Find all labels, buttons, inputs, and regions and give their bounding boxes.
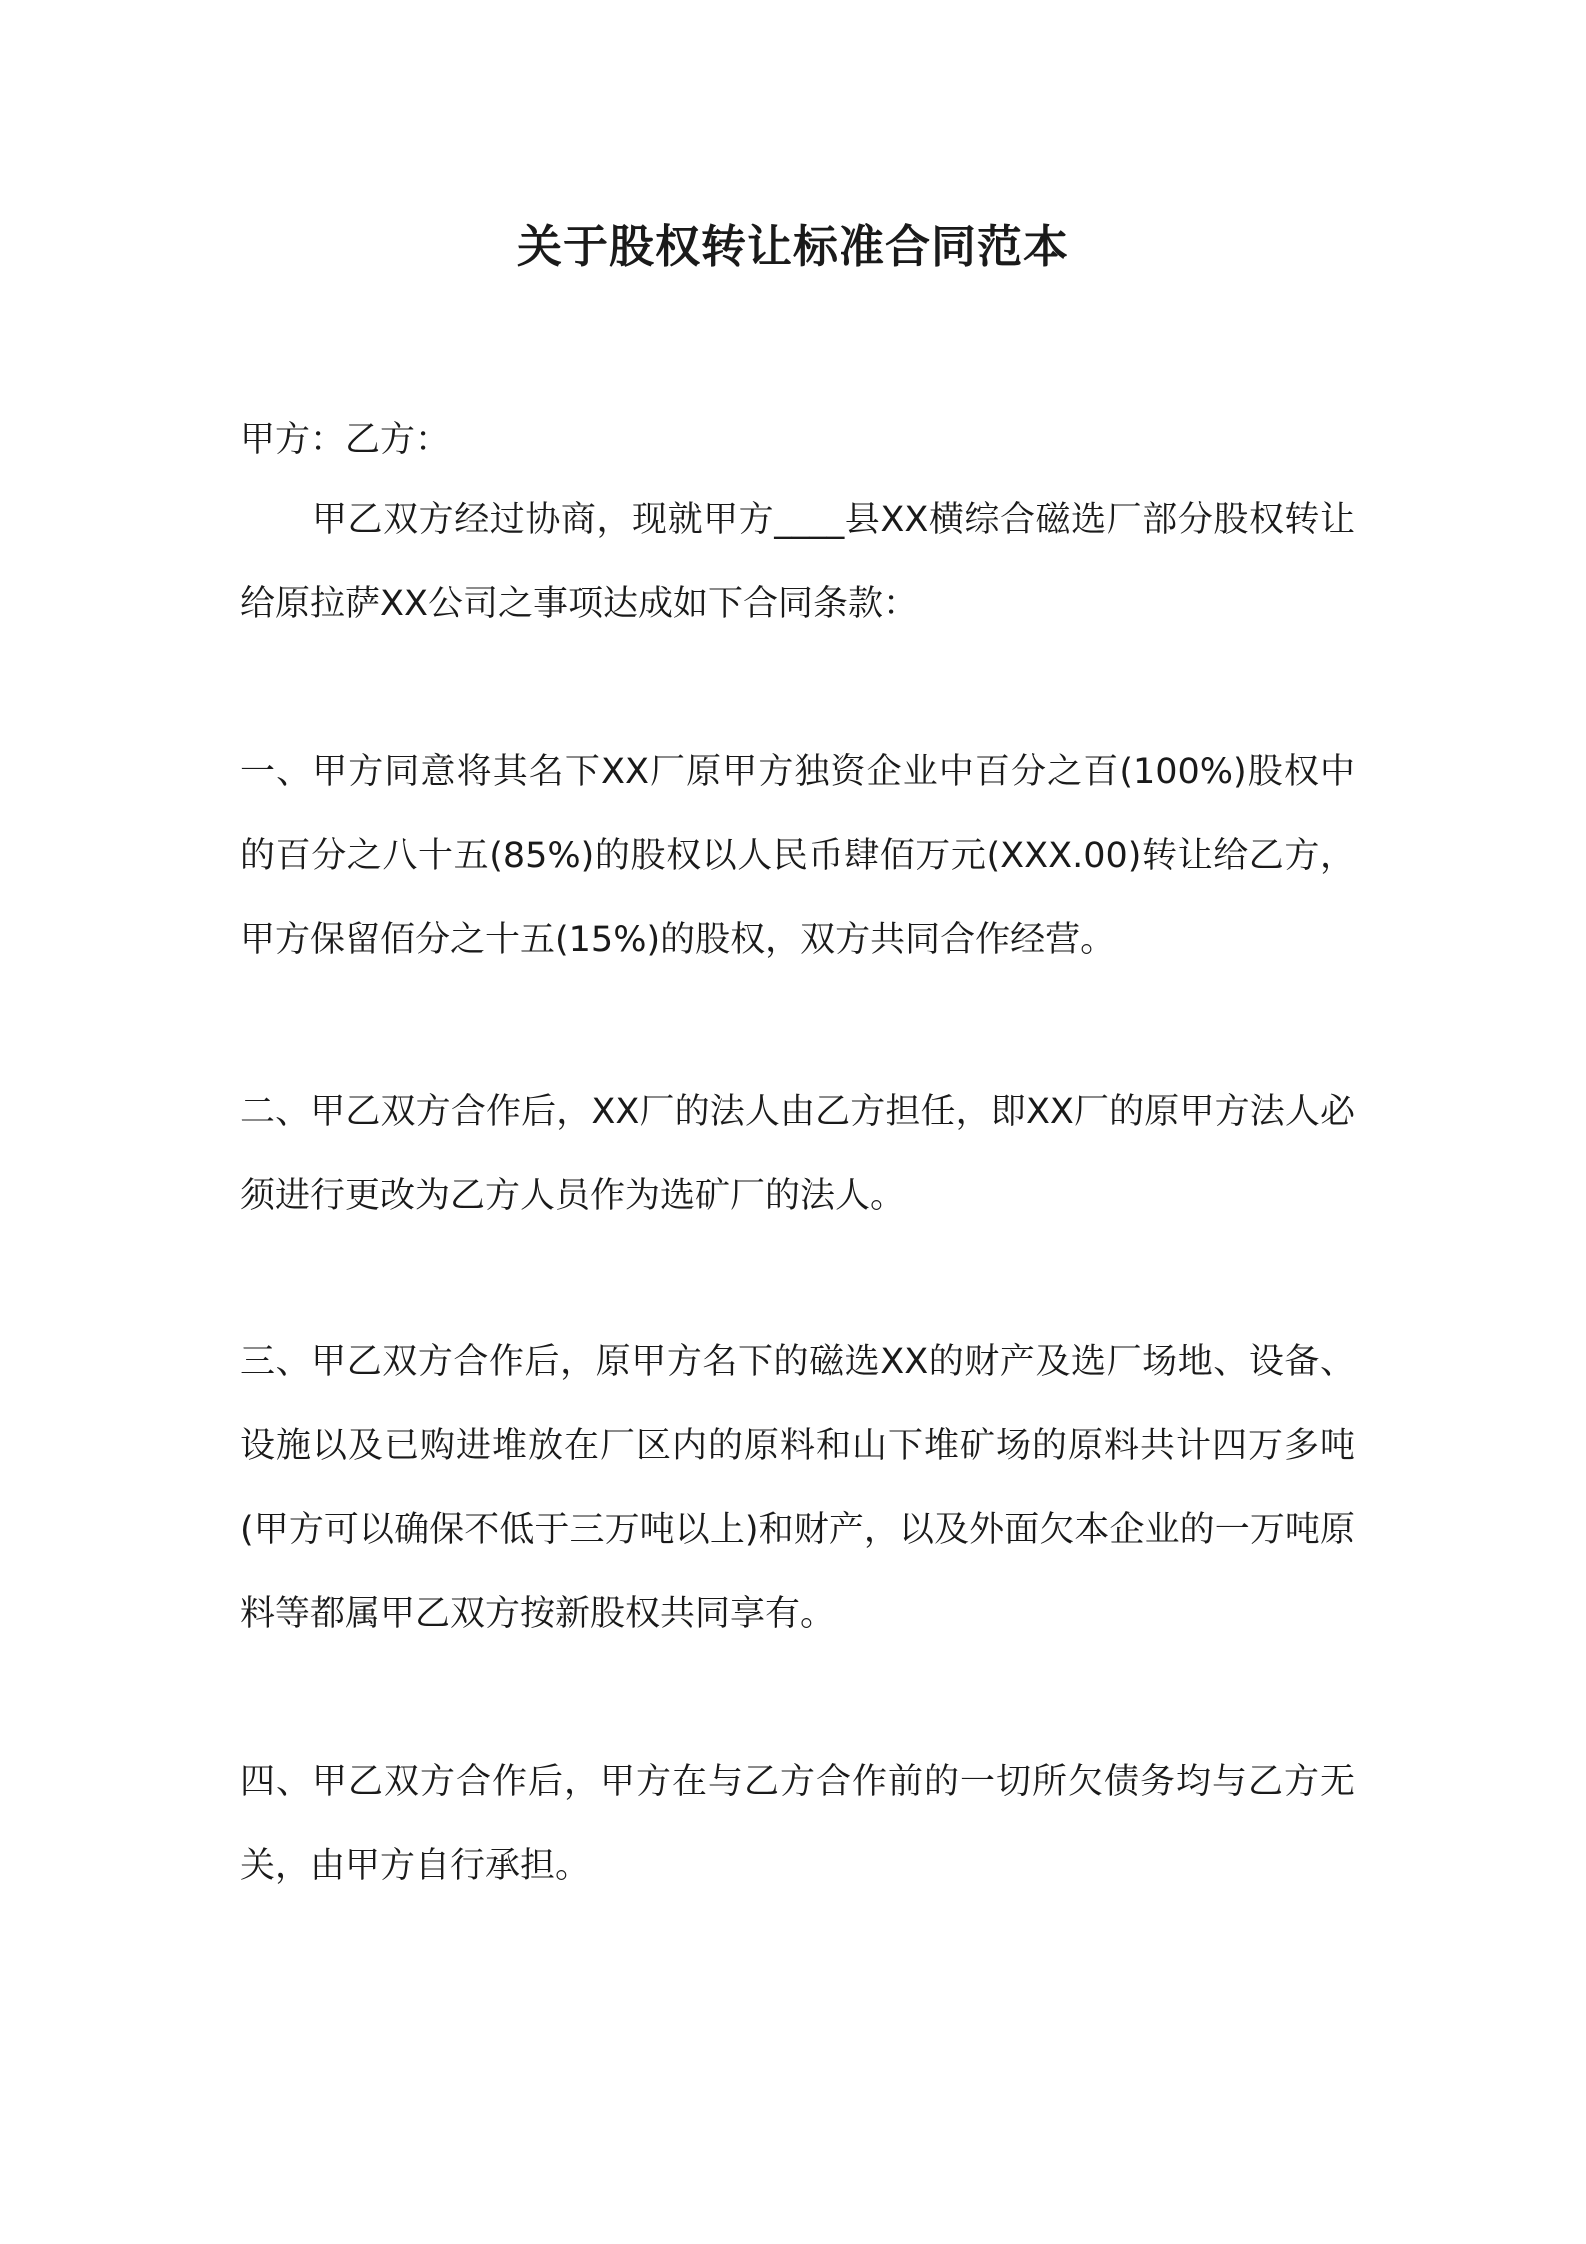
clause-paragraph-4: 四、甲乙双方合作后，甲方在与乙方合作前的一切所欠债务均与乙方无关，由甲方自行承担。 xyxy=(240,1762,1355,1886)
clause-paragraph-1: 一、甲方同意将其名下XX厂原甲方独资企业中百分之百(100%)股权中的百分之八十五(85%)的股权以人民币肆佰万元(XXX.00)转让给乙方，甲方保留佰分之十五(15%)的股权，双方共同合作经营。 xyxy=(240,752,1355,960)
clause-paragraph-2: 二、甲乙双方合作后，XX厂的法人由乙方担任，即XX厂的原甲方法人必须进行更改为乙方人员作为选矿厂的法人。 xyxy=(240,1092,1355,1216)
parties-line: 甲方：乙方： xyxy=(240,420,451,460)
document-title: 关于股权转让标准合同范本 xyxy=(516,220,1069,273)
intro-paragraph: 甲乙双方经过协商，现就甲方____县XX横综合磁选厂部分股权转让给原拉萨XX公司之事项达成如下合同条款： xyxy=(240,500,1355,624)
clause-1-section xyxy=(240,730,1355,982)
clause-2-section xyxy=(240,1070,1355,1238)
intro-section xyxy=(240,478,1355,646)
clause-4-section xyxy=(240,1740,1355,1908)
clause-3-section xyxy=(240,1320,1355,1656)
parties-section xyxy=(240,398,1355,482)
clause-paragraph-3: 三、甲乙双方合作后，原甲方名下的磁选XX的财产及选厂场地、设备、设施以及已购进堆放在厂区内的原料和山下堆矿场的原料共计四万多吨(甲方可以确保不低于三万吨以上)和财产，以及外面欠本企业的一万吨原料等都属甲乙双方按新股权共同享有。 xyxy=(240,1342,1355,1634)
